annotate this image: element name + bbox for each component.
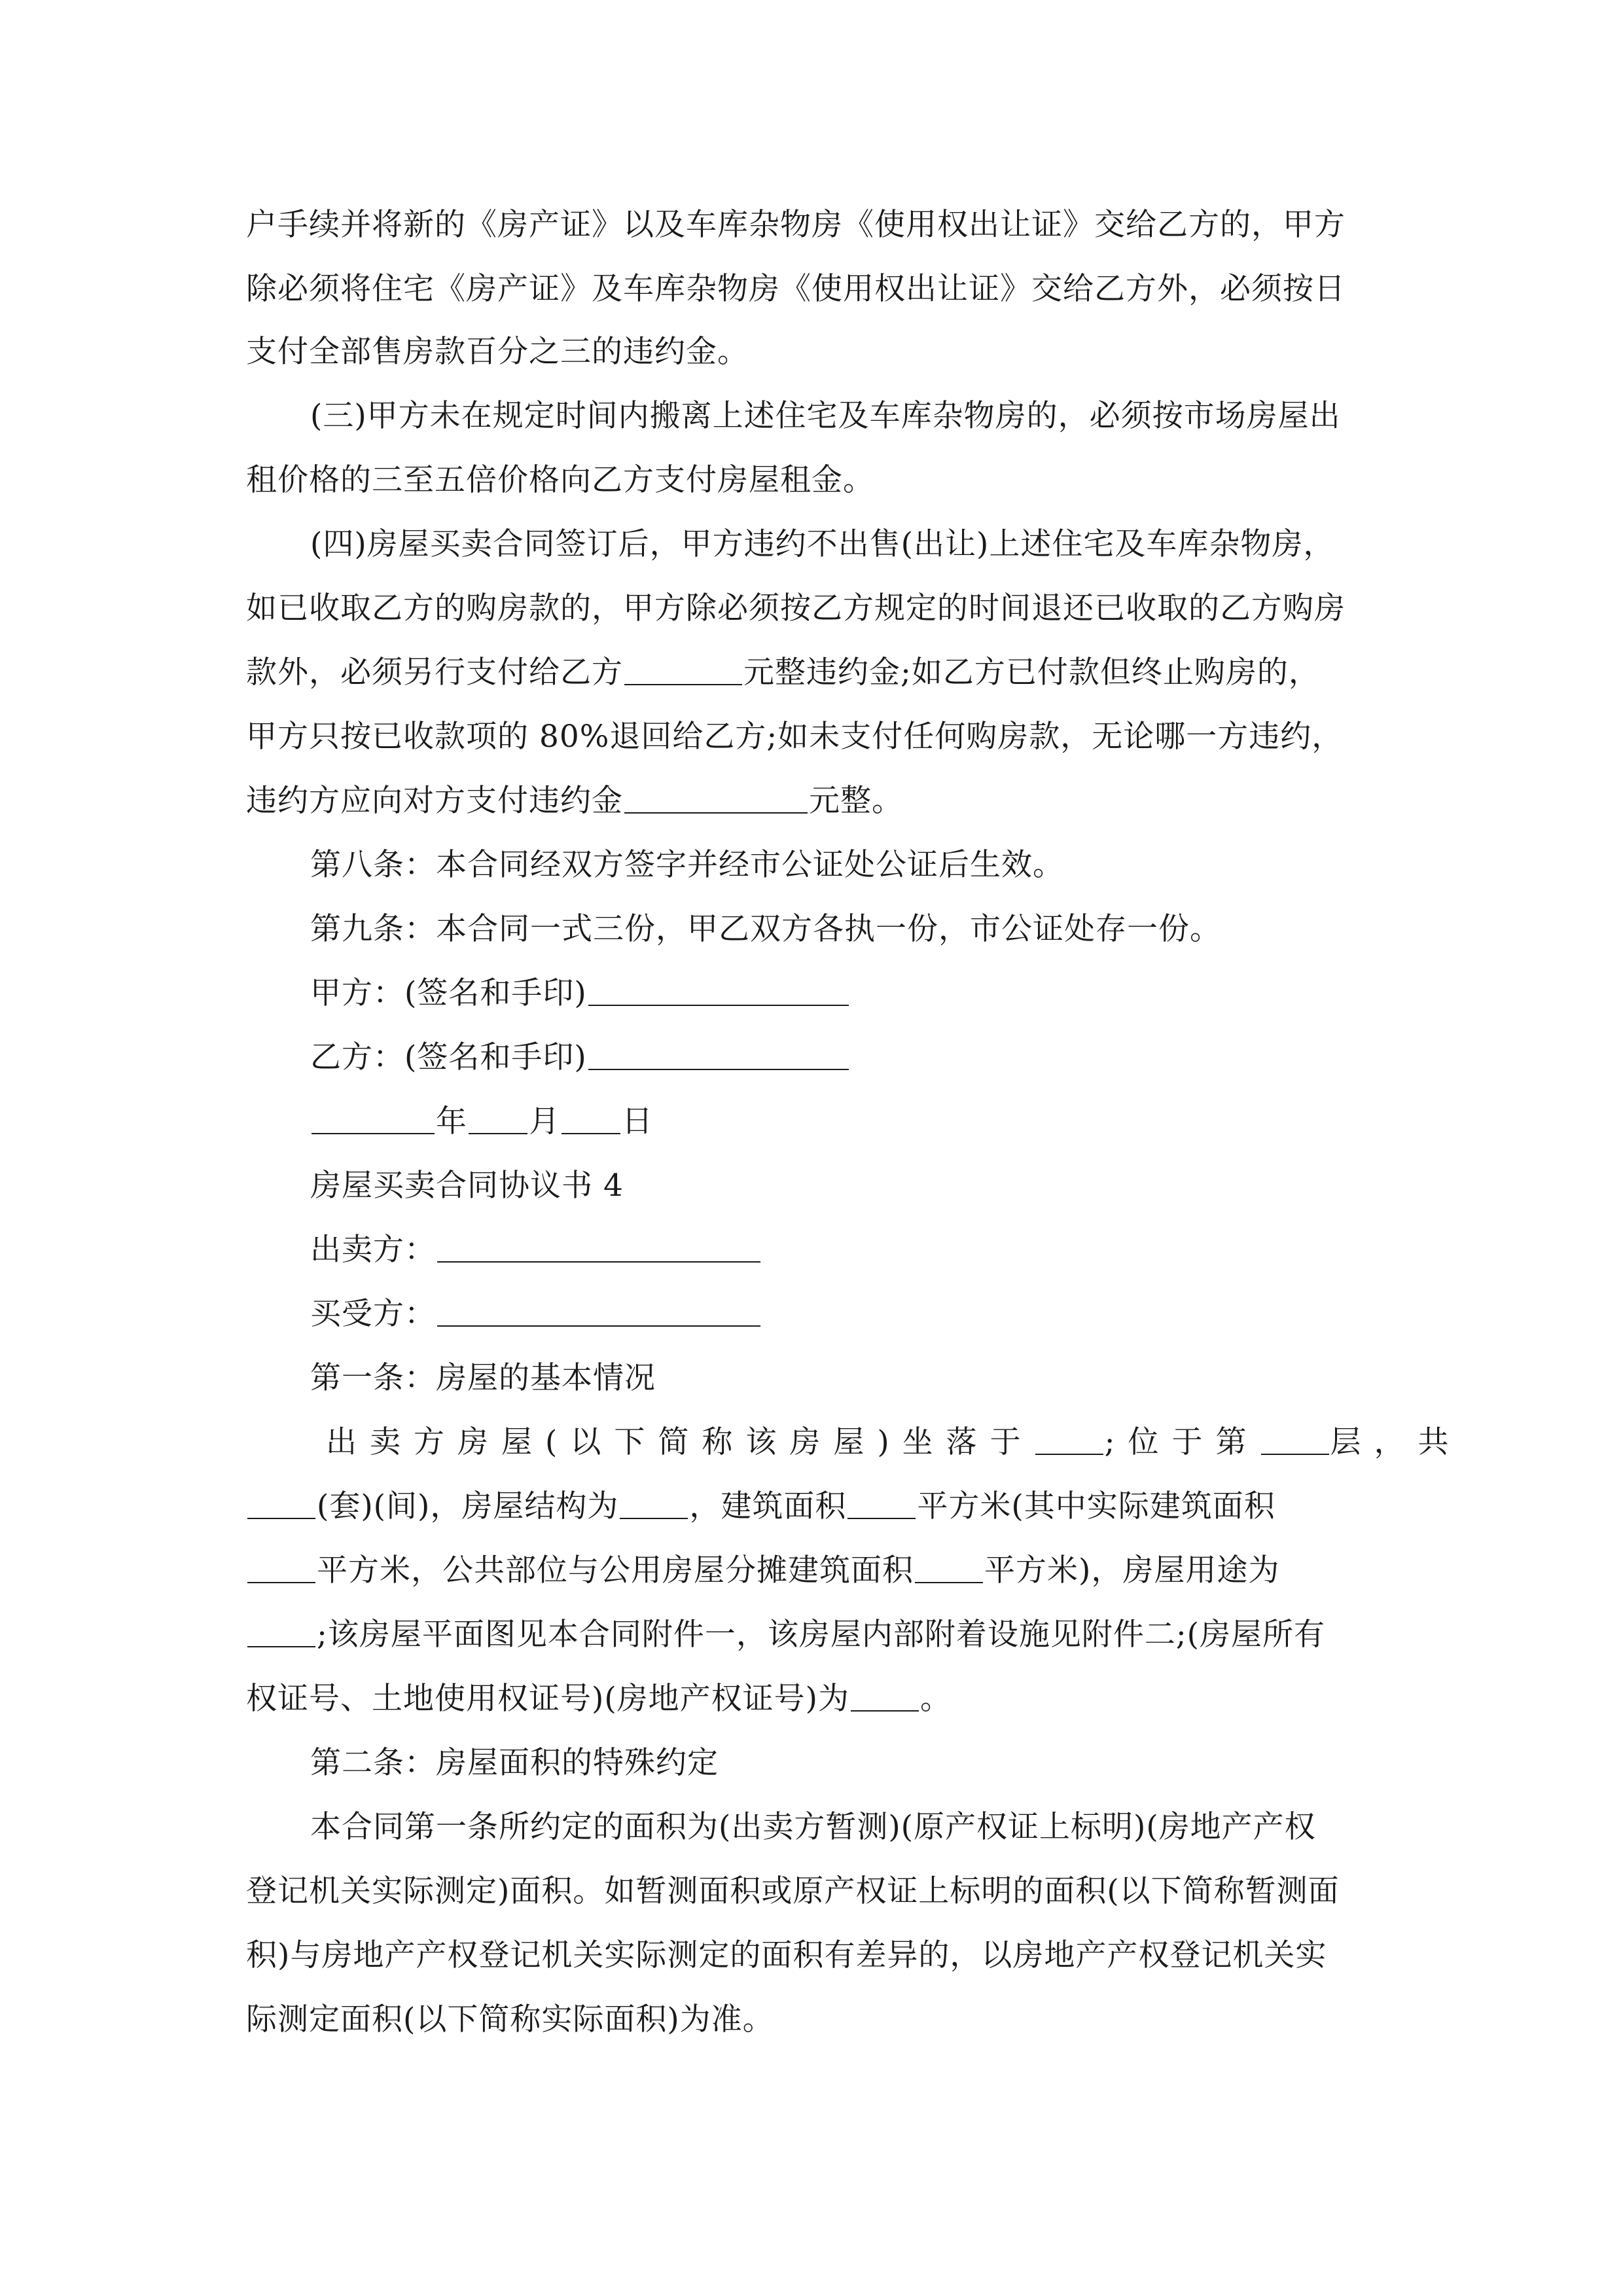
fill-blank — [1035, 1424, 1103, 1455]
text-run: 如已收取乙方的购房款的，甲方除必须按乙方规定的时间退还已收取的乙方购房 — [246, 590, 1346, 626]
fill-blank — [247, 1616, 315, 1647]
fill-blank — [624, 654, 742, 685]
text-run: 支付全部售房款百分之三的违约金。 — [246, 334, 749, 370]
date-line — [310, 1102, 1441, 1141]
buyer-line — [310, 1295, 1441, 1334]
text-run: 月 — [529, 1103, 560, 1139]
year-blank — [312, 1103, 435, 1134]
paragraph-line — [246, 2000, 1377, 2039]
paragraph-line — [246, 1936, 1377, 1975]
text-run: 款外，必须另行支付给乙方 — [246, 655, 623, 691]
seller-blank — [437, 1231, 760, 1263]
text-run: 年 — [436, 1103, 467, 1139]
text-run: 租价格的三至五倍价格向乙方支付房屋租金。 — [246, 462, 874, 498]
text-run: (四)房屋买卖合同签订后，甲方违约不出售(出让)上述住宅及车库杂物房， — [310, 526, 1335, 562]
paragraph-line — [246, 717, 1377, 757]
signature-line-party-a — [310, 974, 1441, 1013]
text-run: 层，共 — [1330, 1424, 1462, 1460]
paragraph-line — [246, 1487, 1377, 1526]
text-run: 房屋买卖合同协议书 4 — [310, 1168, 624, 1204]
text-run: 除必须将住宅《房产证》及车库杂物房《使用权出让证》交给乙方外，必须按日 — [246, 271, 1346, 307]
text-run: 第一条：房屋的基本情况 — [310, 1360, 656, 1396]
fill-blank — [847, 1488, 916, 1519]
text-run: 户手续并将新的《房产证》以及车库杂物房《使用权出让证》交给乙方的，甲方 — [246, 207, 1346, 243]
fill-blank — [247, 1488, 315, 1519]
article-heading — [310, 1359, 1441, 1398]
paragraph-line — [246, 1872, 1377, 1911]
section-title — [310, 1166, 1441, 1206]
signature-blank — [588, 975, 849, 1006]
text-run: 出卖方房屋(以下简称该房屋)坐落于 — [326, 1424, 1034, 1460]
month-blank — [469, 1103, 527, 1134]
day-blank — [562, 1103, 620, 1134]
text-run: 元整。 — [809, 783, 903, 819]
text-run: 平方米，公共部位与公用房屋分摊建筑面积 — [317, 1552, 914, 1588]
article-line — [310, 846, 1441, 885]
text-run: 际测定面积(以下简称实际面积)为准。 — [246, 2001, 774, 2037]
text-run: 平方米)，房屋用途为 — [984, 1552, 1280, 1588]
text-run: 乙方：(签名和手印) — [310, 1039, 587, 1075]
text-run: 第八条：本合同经双方签字并经市公证处公证后生效。 — [310, 847, 1064, 883]
text-run: 积)与房地产产权登记机关实际测定的面积有差异的，以房地产产权登记机关实 — [246, 1937, 1327, 1973]
paragraph-line — [246, 332, 1377, 372]
seller-line — [310, 1230, 1441, 1270]
buyer-blank — [437, 1295, 760, 1327]
text-run: 第九条：本合同一式三份，甲乙双方各执一份，市公证处存一份。 — [310, 911, 1221, 947]
paragraph-line — [246, 270, 1377, 309]
text-run: 第二条：房屋面积的特殊约定 — [310, 1745, 719, 1781]
paragraph-line — [310, 1808, 1441, 1847]
fill-blank — [624, 782, 808, 814]
text-run: 元整违约金;如乙方已付款但终止购房的， — [743, 655, 1320, 691]
text-run: 本合同第一条所约定的面积为(出卖方暂测)(原产权证上标明)(房地产产权 — [310, 1809, 1316, 1845]
text-run: (三)甲方未在规定时间内搬离上述住宅及车库杂物房的，必须按市场房屋出 — [310, 398, 1341, 434]
fill-blank — [851, 1680, 919, 1712]
text-run: 日 — [622, 1103, 653, 1139]
signature-blank — [588, 1039, 849, 1070]
text-run: 甲方只按已收款项的 80%退回给乙方;如未支付任何购房款，无论哪一方违约， — [246, 719, 1344, 755]
paragraph-line — [246, 1679, 1377, 1719]
paragraph-line — [246, 1551, 1377, 1590]
text-run: (套)(间)，房屋结构为 — [317, 1488, 619, 1524]
text-run: ;位于第 — [1104, 1424, 1260, 1460]
text-run: 登记机关实际测定)面积。如暂测面积或原产权证上标明的面积(以下简称暂测面 — [246, 1873, 1340, 1909]
text-run: 。 — [920, 1681, 952, 1717]
text-run: 甲方：(签名和手印) — [310, 975, 587, 1011]
paragraph-line — [246, 206, 1377, 245]
fill-blank — [915, 1552, 983, 1583]
article-line — [310, 910, 1441, 949]
fill-blank — [620, 1488, 688, 1519]
paragraph-line — [310, 397, 1441, 436]
fill-blank — [247, 1552, 315, 1583]
text-run: 违约方应向对方支付违约金 — [246, 783, 623, 819]
text-run: 买受方： — [310, 1296, 436, 1332]
paragraph-line — [246, 589, 1377, 628]
article-heading — [310, 1744, 1441, 1783]
paragraph-line — [246, 1615, 1377, 1655]
text-run: ，建筑面积 — [689, 1488, 847, 1524]
paragraph-line — [246, 461, 1377, 500]
fill-blank — [1261, 1424, 1329, 1455]
text-run: ;该房屋平面图见本合同附件一，该房屋内部附着设施见附件二;(房屋所有 — [317, 1617, 1326, 1653]
text-run: 平方米(其中实际建筑面积 — [917, 1488, 1275, 1524]
text-run: 权证号、土地使用权证号)(房地产权证号)为 — [246, 1681, 850, 1717]
paragraph-line — [310, 525, 1441, 564]
paragraph-line — [326, 1423, 1462, 1462]
signature-line-party-b — [310, 1038, 1441, 1077]
paragraph-line — [246, 653, 1377, 692]
text-run: 出卖方： — [310, 1232, 436, 1268]
paragraph-line — [246, 781, 1377, 821]
